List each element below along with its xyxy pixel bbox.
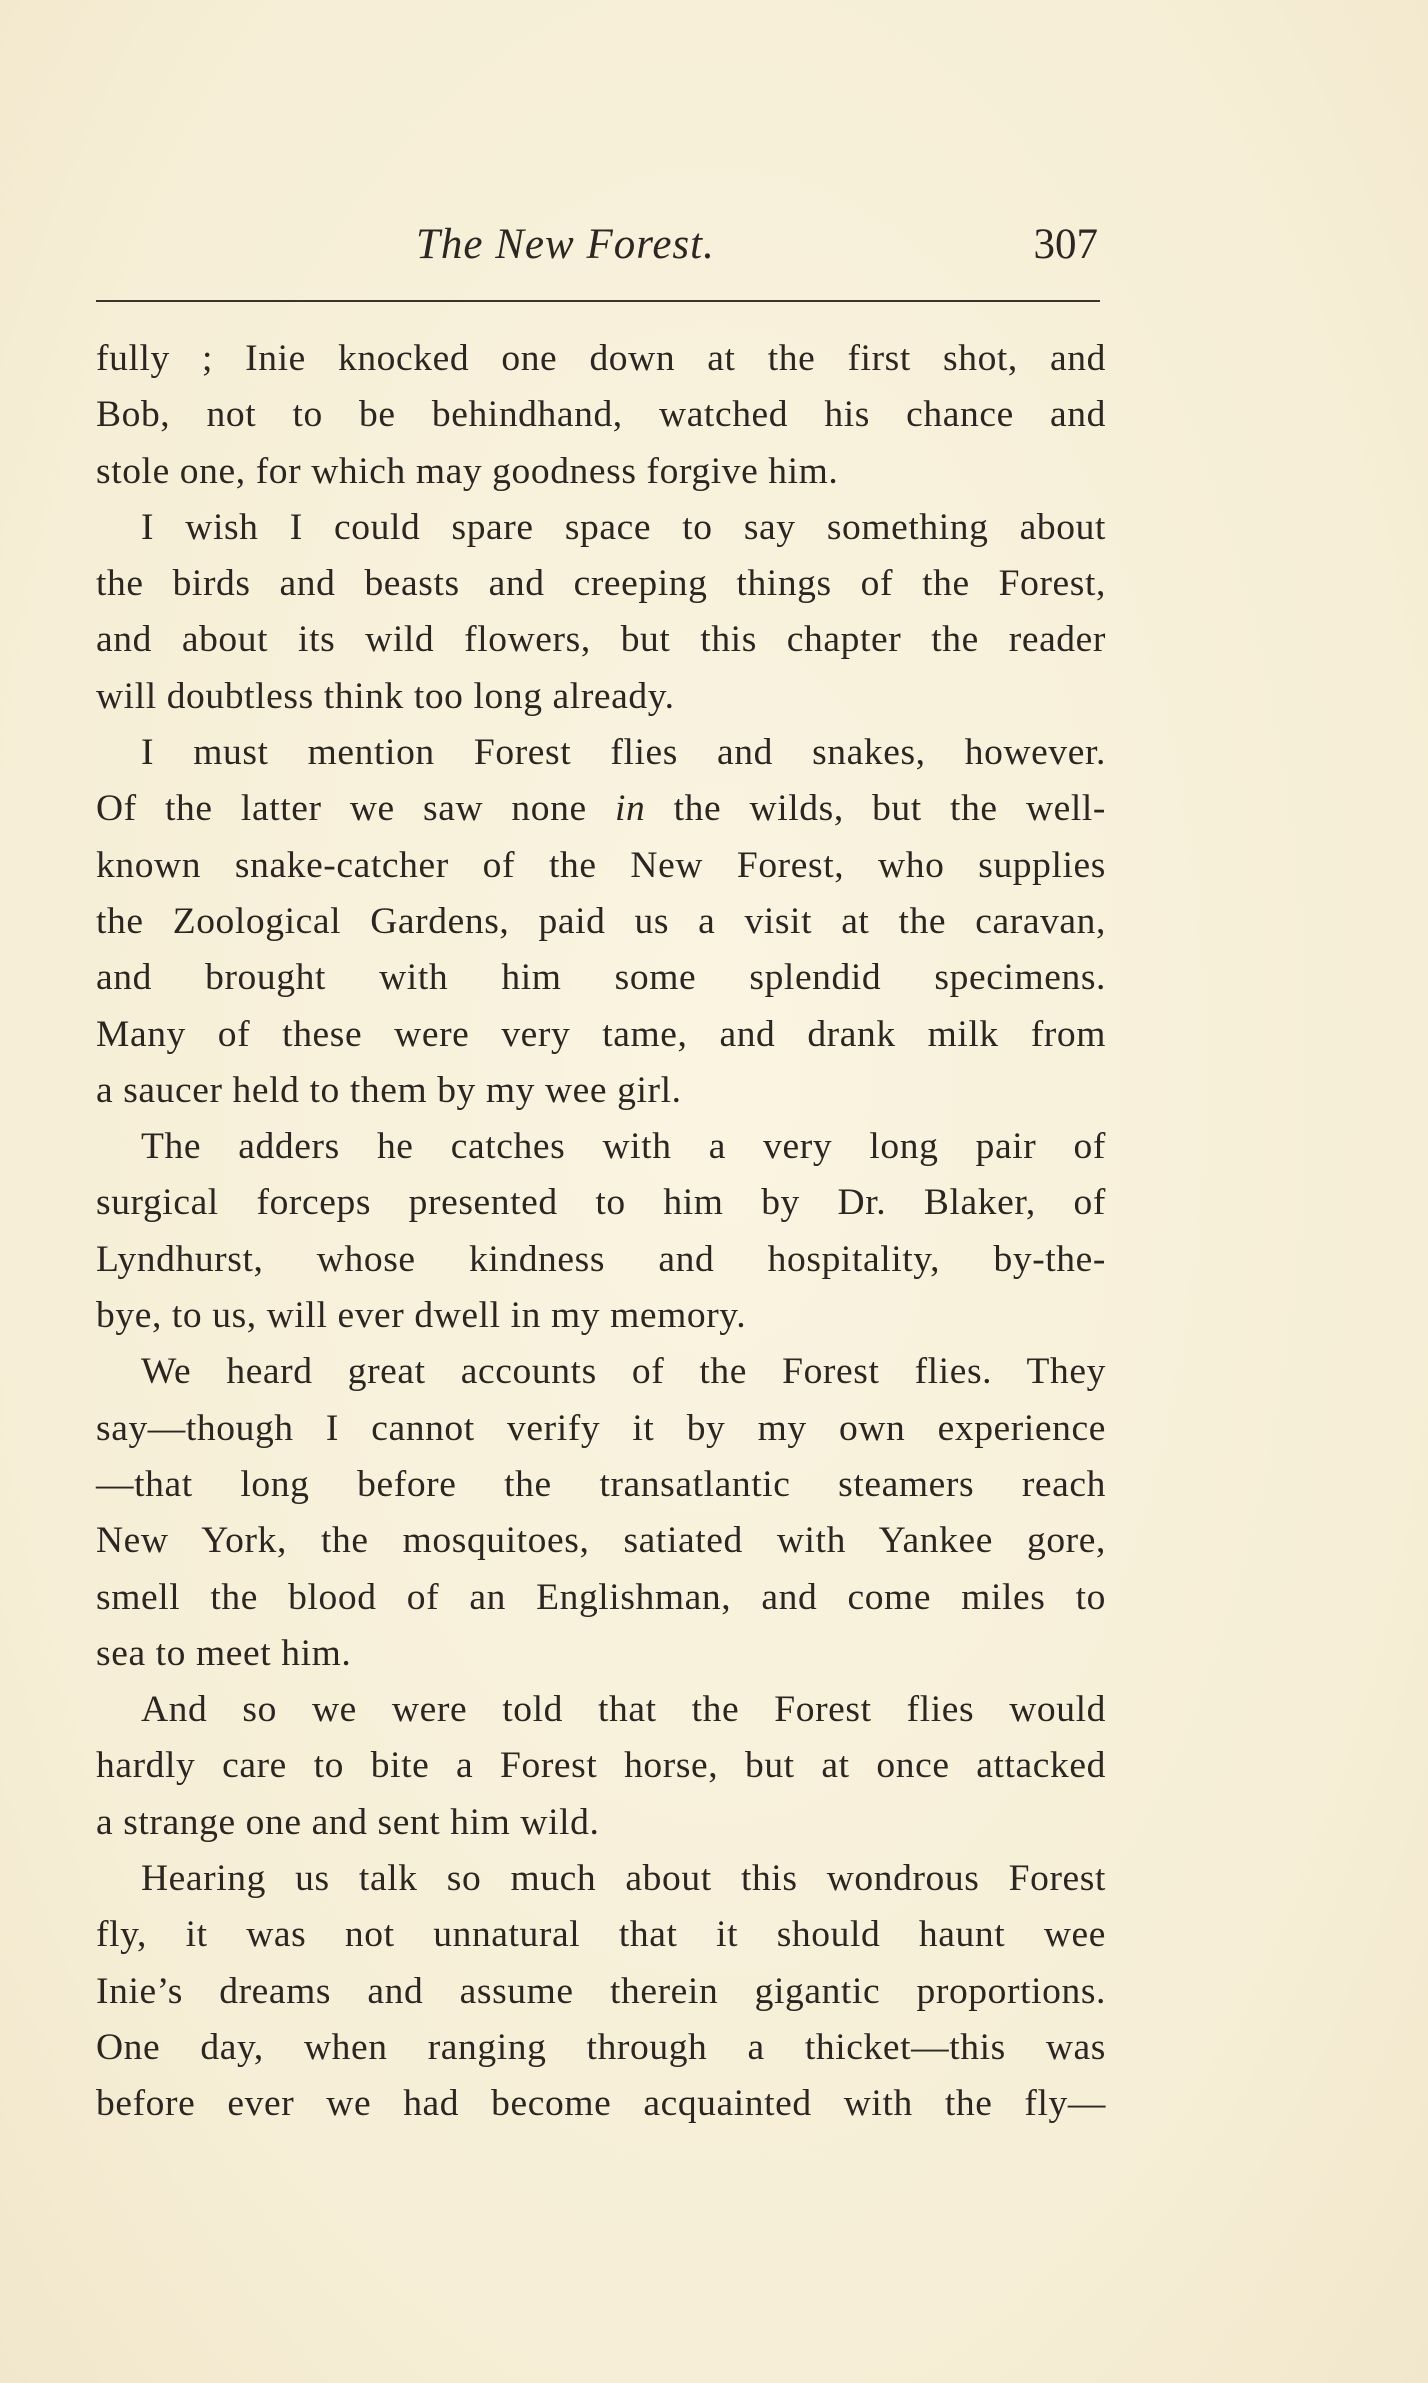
text-line: The adders he catches with a very long pair of <box>141 1126 1106 1168</box>
page-header <box>96 210 1106 290</box>
text-line <box>96 781 1106 837</box>
text-line: Lyndhurst, whose kindness and hospitality, by-the- <box>96 1238 1106 1280</box>
italic-word: in <box>615 788 646 830</box>
text-line: One day, when ranging through a thicket—this was <box>96 2026 1106 2068</box>
text-line: fully ; Inie knocked one down at the first shot, and <box>96 338 1106 379</box>
text-line: We heard great accounts of the Forest flies. They <box>141 1351 1106 1393</box>
text-segment: the wilds, but the well- <box>645 788 1106 830</box>
page-number: 307 <box>1033 221 1098 268</box>
text-line: Many of these were very tame, and drank milk from <box>96 1013 1106 1055</box>
header-rule <box>96 300 1100 302</box>
text-line: I wish I could spare space to say something about <box>141 506 1106 548</box>
text-line: —that long before the transatlantic steamers reach <box>96 1463 1106 1505</box>
text-line: Hearing us talk so much about this wondrous Forest <box>141 1858 1106 1900</box>
text-line: say—though I cannot verify it by my own experience <box>96 1407 1106 1449</box>
text-line: known snake-catcher of the New Forest, who supplies <box>96 844 1106 886</box>
text-line: bye, to us, will ever dwell in my memory. <box>96 1295 747 1337</box>
text-line: hardly care to bite a Forest horse, but at once attacked <box>96 1745 1106 1787</box>
text-line: surgical forceps presented to him by Dr. Blaker, of <box>96 1182 1106 1224</box>
text-line: stole one, for which may goodness forgive him. <box>96 450 839 492</box>
text-line: the Zoological Gardens, paid us a visit at the caravan, <box>96 900 1106 942</box>
text-line: a saucer held to them by my wee girl. <box>96 1069 682 1111</box>
text-line: sea to meet him. <box>96 1632 352 1674</box>
text-line: And so we were told that the Forest flies would <box>141 1689 1106 1731</box>
text-line: Bob, not to be behindhand, watched his chance and <box>96 394 1106 436</box>
text-line: I must mention Forest flies and snakes, however. <box>141 732 1106 774</box>
text-segment: Of the latter we saw none <box>96 788 616 830</box>
text-line: the birds and beasts and creeping things of the Forest, <box>96 563 1106 605</box>
running-title: The New Forest. <box>416 221 715 268</box>
text-line: fly, it was not unnatural that it should haunt wee <box>96 1914 1106 1956</box>
body-text <box>96 331 1106 2133</box>
text-line: and about its wild flowers, but this chapter the reader <box>96 619 1106 661</box>
text-line: will doubtless think too long already. <box>96 675 675 717</box>
text-line: Inie’s dreams and assume therein gigantic proportions. <box>96 1970 1106 2012</box>
text-line: before ever we had become acquainted with the fly— <box>96 2083 1106 2125</box>
text-line: smell the blood of an Englishman, and come miles to <box>96 1576 1106 1618</box>
text-line: and brought with him some splendid specimens. <box>96 957 1106 999</box>
text-line: New York, the mosquitoes, satiated with Yankee gore, <box>96 1520 1106 1562</box>
text-line: a strange one and sent him wild. <box>96 1801 600 1843</box>
